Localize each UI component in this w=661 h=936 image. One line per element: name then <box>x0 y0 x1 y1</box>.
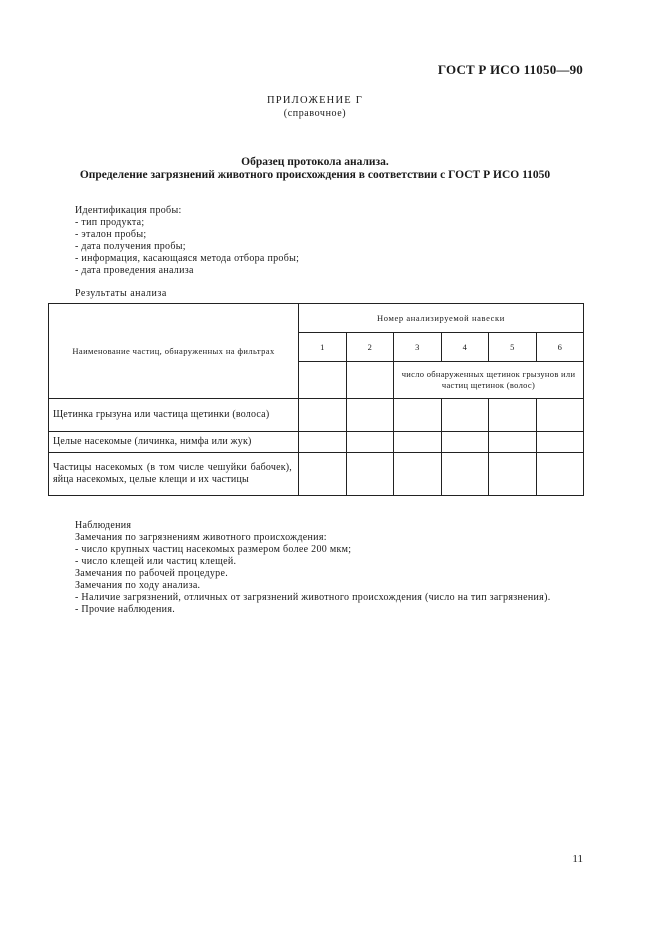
table-cell <box>441 399 489 432</box>
table-cell <box>394 399 442 432</box>
sample-number: 3 <box>394 333 442 362</box>
table-cell <box>299 399 347 432</box>
observation-line: Замечания по ходу анализа. <box>75 580 201 591</box>
identification-heading: Идентификация пробы: <box>75 205 182 216</box>
sample-number: 2 <box>346 333 394 362</box>
table-cell <box>489 432 537 453</box>
appendix-title: ПРИЛОЖЕНИЕ Г <box>267 95 363 106</box>
table-cell <box>536 453 584 496</box>
table-cell <box>536 399 584 432</box>
standard-header: ГОСТ Р ИСО 11050—90 <box>437 62 583 77</box>
results-table <box>48 303 584 496</box>
table-row <box>49 399 584 432</box>
observations <box>75 520 551 616</box>
table-cell <box>394 453 442 496</box>
table-cell <box>536 432 584 453</box>
list-item: - информация, касающаяся метода отбора пробы; <box>75 253 300 264</box>
sample-number: 4 <box>441 333 489 362</box>
table-cell <box>394 432 442 453</box>
table-cell <box>299 453 347 496</box>
observation-line: Замечания по рабочей процедуре. <box>75 568 229 579</box>
sample-number: 1 <box>299 333 347 362</box>
table-cell <box>489 453 537 496</box>
observation-line: - число крупных частиц насекомых размером более 200 мкм; <box>75 544 352 555</box>
list-item: - дата получения пробы; <box>75 241 186 252</box>
table-cell <box>441 453 489 496</box>
table-row <box>49 432 584 453</box>
results-heading: Результаты анализа <box>75 288 167 299</box>
page-number: 11 <box>572 853 583 865</box>
list-item: - дата проведения анализа <box>75 265 194 276</box>
observation-line: Наблюдения <box>75 520 132 531</box>
observation-line: Замечания по загрязнениям животного происхождения: <box>75 532 327 543</box>
observation-line: - Наличие загрязнений, отличных от загрязнений животного происхождения (число на тип загрязнения). <box>75 592 551 603</box>
observation-line: - Прочие наблюдения. <box>75 604 176 615</box>
sample-number: 6 <box>536 333 584 362</box>
table-cell <box>346 453 394 496</box>
sample-number: 5 <box>489 333 537 362</box>
document-title-line-1: Образец протокола анализа. <box>241 156 389 168</box>
row-label: Щетинка грызуна или частица щетинки (волоса) <box>49 399 299 432</box>
list-item: - эталон пробы; <box>75 229 147 240</box>
observation-line: - число клещей или частиц клещей. <box>75 556 237 567</box>
table-cell <box>346 432 394 453</box>
table-cell <box>346 362 394 399</box>
particle-name-header: Наименование частиц, обнаруженных на фильтрах <box>49 304 299 399</box>
sample-identification <box>75 205 299 277</box>
table-cell <box>441 432 489 453</box>
table-cell <box>299 432 347 453</box>
appendix-subtitle: (справочное) <box>283 108 347 119</box>
document-title-line-2: Определение загрязнений животного происхождения в соответствии с ГОСТ Р ИСО 11050 <box>79 169 551 181</box>
table-row <box>49 453 584 496</box>
row-label: Частицы насекомых (в том числе чешуйки бабочек), яйца насекомых, целые клещи и их частицы <box>49 453 299 496</box>
list-item: - тип продукта; <box>75 217 145 228</box>
table-cell <box>299 362 347 399</box>
table-cell <box>346 399 394 432</box>
sample-number-header: Номер анализируемой навески <box>299 304 584 333</box>
row-label: Целые насекомые (личинка, нимфа или жук) <box>49 432 299 453</box>
count-note: число обнаруженных щетинок грызунов или частиц щетинок (волос) <box>394 362 584 399</box>
table-cell <box>489 399 537 432</box>
